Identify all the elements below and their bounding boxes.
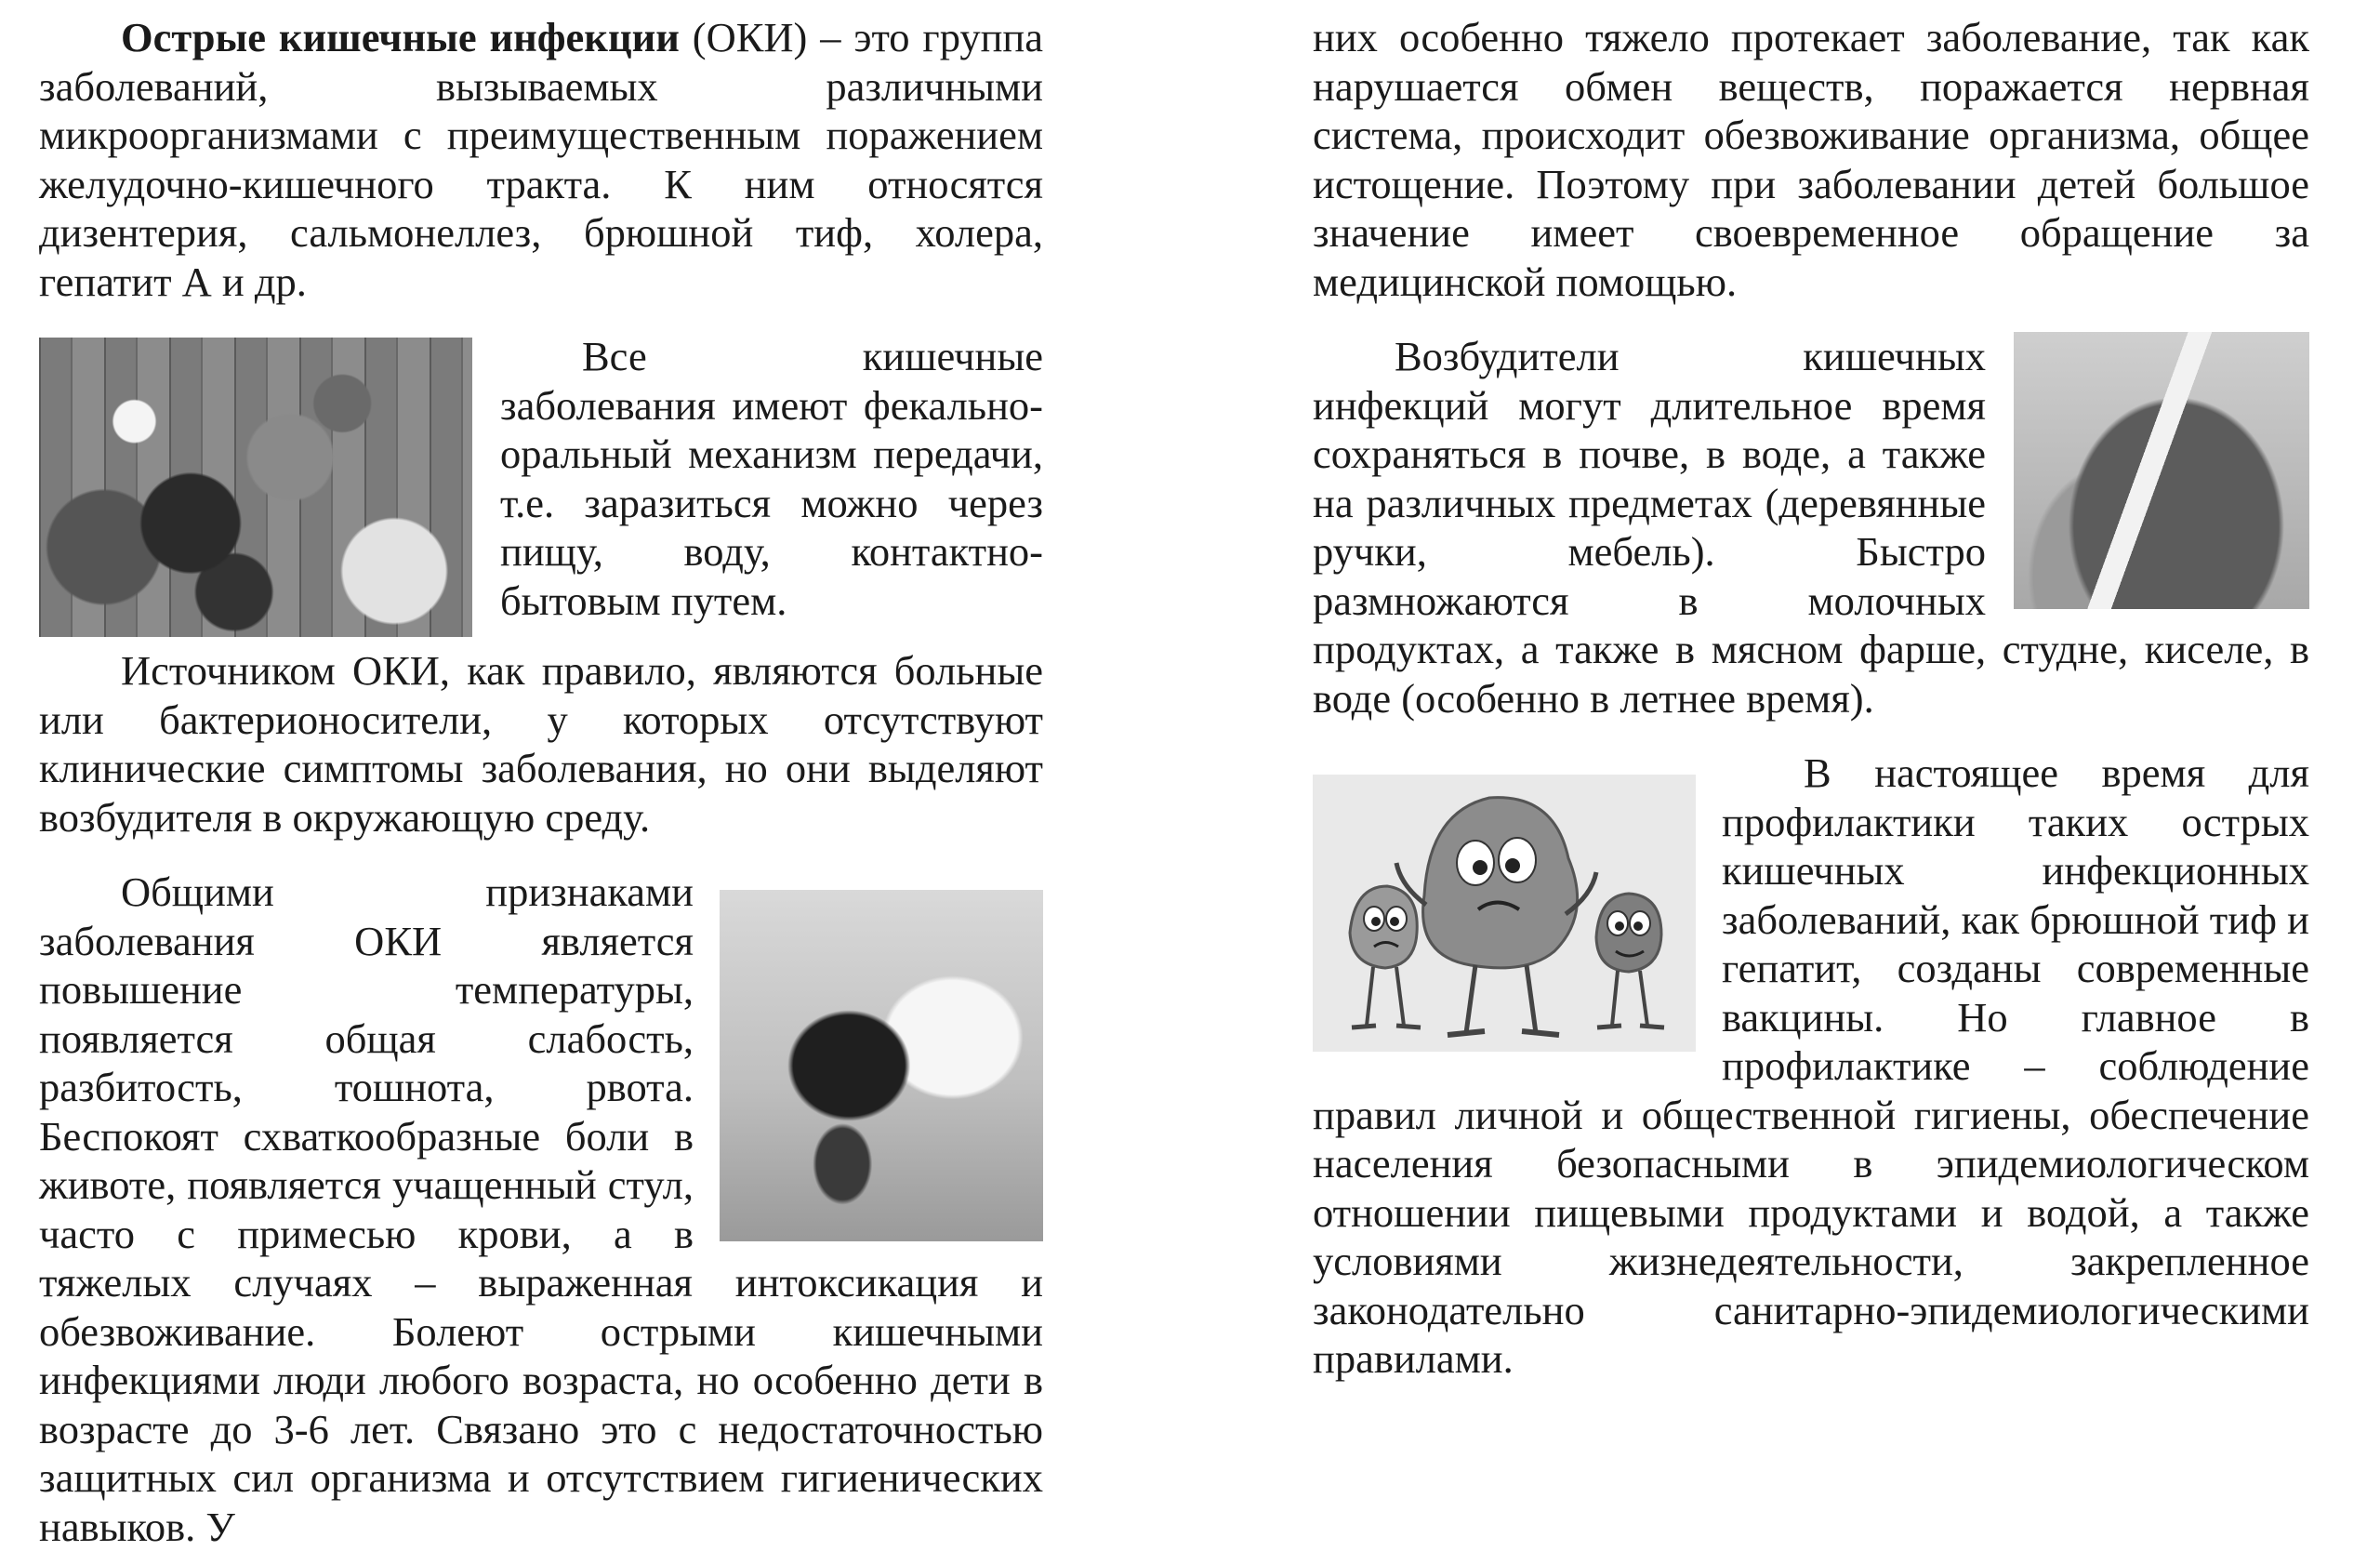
prevention-text: В настоящее время для профилактики таких острых кишечных инфекционных заболеваний, как брюшной тиф и гепатит, созданы современные вакцины. Но главное в профилактике – соблюдение правил личной и общественной гигиены, обеспечение населения безопасными в эпидемиологическом отношении пищевыми продуктами и водой, а также условиями жизнедеятельности, закрепленное законодательно санитарно-эпидемиологическими правилами. (1313, 749, 2309, 1382)
small-microbe-left-icon (1350, 886, 1421, 1027)
right-column (1313, 13, 2309, 1384)
prevention-paragraph (1313, 749, 2309, 1384)
intro-text: (ОКИ) – это группа заболеваний, вызываемых различными микроорганизмами с преимущественным поражением желудочно-кишечного тракта. К ним относятся дизентерия, сальмонеллез, брюшной тиф, холера, гепатит А и др. (39, 14, 1043, 305)
bathroom-photo (720, 890, 1043, 1241)
small-microbe-right-icon (1596, 894, 1664, 1027)
vegetables-photo (39, 338, 472, 637)
porridge-photo (2014, 332, 2309, 609)
source-paragraph: Источником ОКИ, как правило, являются больные или бактерионосители, у которых отсутствуют клинические симптомы заболевания, но они выделяют возбудителя в окружающую среду. (39, 647, 1043, 841)
continuation-paragraph: них особенно тяжело протекает заболевание, так как нарушается обмен веществ, поражается нервная система, происходит обезвоживание организма, общее истощение. Поэтому при заболевании детей большое значение имеет своевременное обращение за медицинской помощью. (1313, 14, 2309, 305)
symptoms-text: Общими признаками заболевания ОКИ является повышение температуры, появляется общая слабость, разбитость, тошнота, рвота. Беспокоят схваткообразные боли в животе, появляется учащенный стул, часто с примесью крови, а в тяжелых случаях – выраженная интоксикация и обезвоживание. Болеют острыми кишечными инфекциями люди любого возраста, но особенно дети в возрасте до 3-6 лет. Связано это с недостаточностью защитных сил организма и отсутствием гигиенических навыков. У (39, 868, 1043, 1550)
pathogens-paragraph (1313, 332, 2309, 722)
left-column (39, 13, 1043, 1551)
bacteria-cartoon (1313, 775, 1696, 1052)
symptoms-paragraph (39, 868, 1043, 1551)
intro-paragraph (39, 13, 1043, 306)
transmission-paragraph: Все кишечные заболевания имеют фекально-оральный механизм передачи, т.е. заразиться можно через пищу, воду, контактно-бытовым путем. (500, 333, 1043, 624)
pathogens-text: Возбудители кишечных инфекций могут длительное время сохраняться в почве, в воде, а также на различных предметах (деревянные ручки, мебель). Быстро размножаются в молочных продуктах, а также в мясном фарше, студне, киселе, в воде (особенно в летнее время). (1313, 333, 2309, 722)
big-microbe-icon (1396, 798, 1596, 1035)
intro-term: Острые кишечные инфекции (121, 14, 680, 60)
